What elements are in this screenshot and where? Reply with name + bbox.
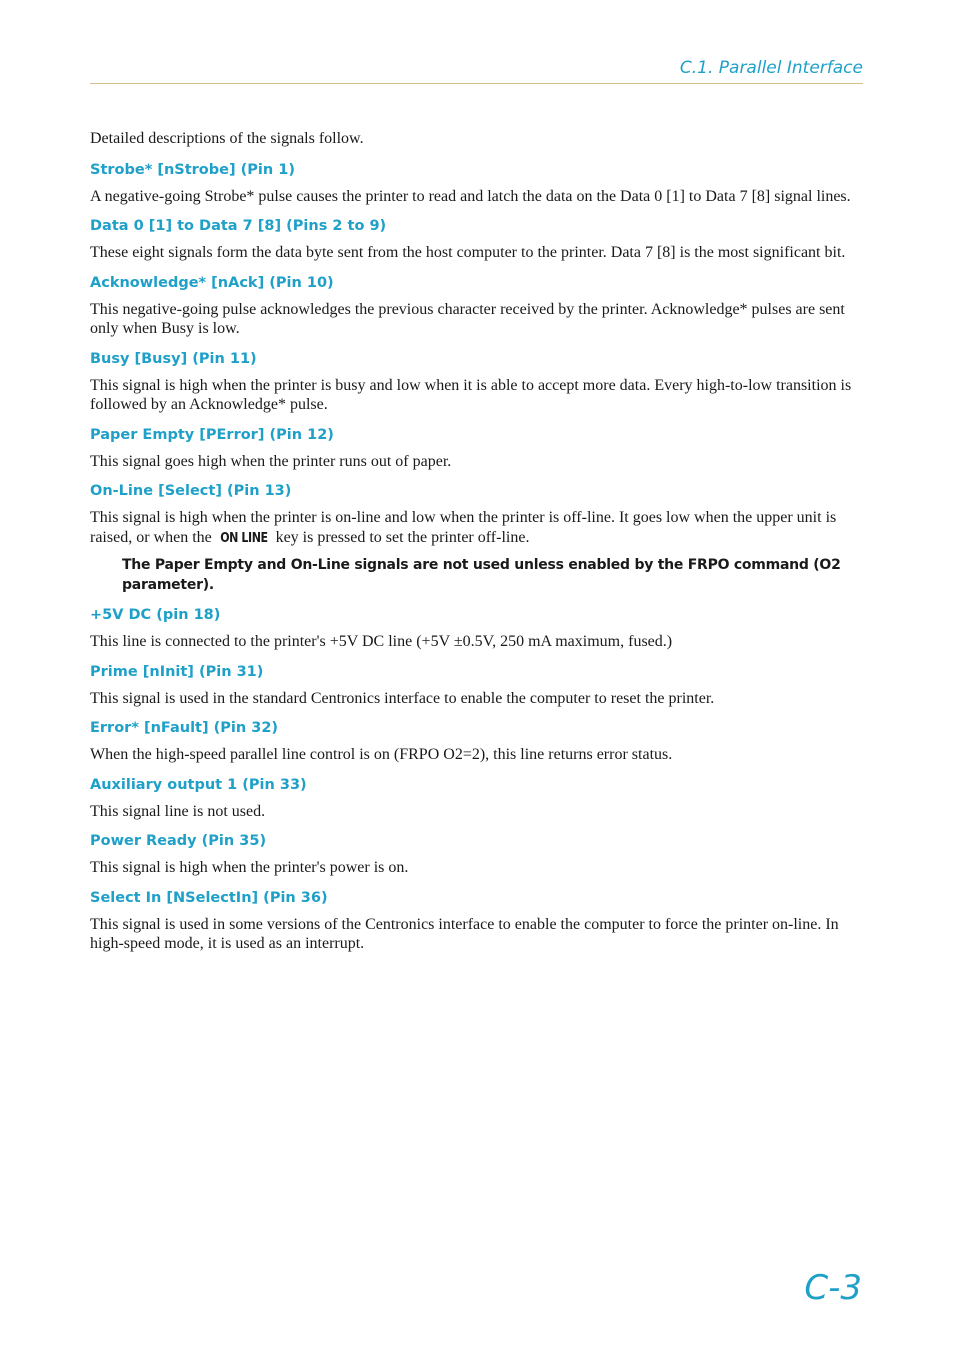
section-body: This signal is used in some versions of the Centronics interface to enable the computer to force the printer on-line. In high-speed mode, it is used as an interrupt. xyxy=(90,915,839,952)
section-heading: Paper Empty [PError] (Pin 12) xyxy=(90,426,334,443)
section-body: These eight signals form the data byte sent from the host computer to the printer. Data 7 [8] is the most significant bit. xyxy=(90,244,846,261)
section-body-start: This signal is high when the printer is on-line and low when the printer is off-line. It goes low when the upper unit is raised, or when the xyxy=(90,509,837,546)
section-heading: Power Ready (Pin 35) xyxy=(90,833,267,849)
section-body: This signal is high when the printer's power is on. xyxy=(90,859,409,876)
section-heading: On-Line [Select] (Pin 13) xyxy=(90,483,292,499)
section-heading: Auxiliary output 1 (Pin 33) xyxy=(90,776,307,793)
section-heading: Error* [nFault] (Pin 32) xyxy=(90,720,279,736)
section-strobe xyxy=(90,161,865,207)
page-number: C-3 xyxy=(804,1268,862,1308)
on-line-key-label: ON LINE xyxy=(219,530,268,546)
section-heading: Prime [nInit] (Pin 31) xyxy=(90,663,264,680)
section-select-in xyxy=(90,889,865,954)
section-body xyxy=(90,508,865,548)
section-5v-dc xyxy=(90,606,865,652)
section-body: This negative-going pulse acknowledges the previous character received by the printer. Acknowledge* pulses are sent only when Busy is low. xyxy=(90,300,845,337)
section-prime xyxy=(90,663,865,709)
section-body: This signal is high when the printer is busy and low when it is able to accept more data. Every high-to-low transition is followed by an Acknowledge* pulse. xyxy=(90,376,852,413)
section-busy xyxy=(90,350,865,415)
section-heading: +5V DC (pin 18) xyxy=(90,607,221,623)
section-heading: Data 0 [1] to Data 7 [8] (Pins 2 to 9) xyxy=(90,218,387,234)
running-header xyxy=(90,57,863,84)
section-body: This signal is used in the standard Centronics interface to enable the computer to reset the printer. xyxy=(90,689,715,707)
section-body: This signal line is not used. xyxy=(90,802,266,820)
section-heading: Busy [Busy] (Pin 11) xyxy=(90,350,257,367)
section-heading: Acknowledge* [nAck] (Pin 10) xyxy=(90,274,334,291)
main-content xyxy=(90,129,865,965)
section-heading: Select In [NSelectIn] (Pin 36) xyxy=(90,889,328,906)
section-error xyxy=(90,719,865,765)
section-body-end: key is pressed to set the printer off-line. xyxy=(271,528,530,546)
section-power-ready xyxy=(90,832,865,878)
section-acknowledge xyxy=(90,274,865,339)
section-body: This line is connected to the printer's +5V DC line (+5V ±0.5V, 250 mA maximum, fused.) xyxy=(90,633,673,650)
section-body: A negative-going Strobe* pulse causes the printer to read and latch the data on the Data 0 [1] to Data 7 [8] signal lines. xyxy=(90,187,851,205)
section-heading: Strobe* [nStrobe] (Pin 1) xyxy=(90,161,295,178)
section-paper-empty xyxy=(90,426,865,472)
intro-text: Detailed descriptions of the signals follow. xyxy=(90,130,364,147)
section-auxiliary-output xyxy=(90,776,865,822)
section-body: This signal goes high when the printer runs out of paper. xyxy=(90,452,452,470)
note-text: The Paper Empty and On-Line signals are not used unless enabled by the FRPO command (O2 parameter). xyxy=(122,557,841,593)
section-data xyxy=(90,217,865,263)
header-title: C.1. Parallel Interface xyxy=(679,58,863,78)
section-on-line xyxy=(90,482,865,595)
section-body: When the high-speed parallel line control is on (FRPO O2=2), this line returns error status. xyxy=(90,746,673,763)
